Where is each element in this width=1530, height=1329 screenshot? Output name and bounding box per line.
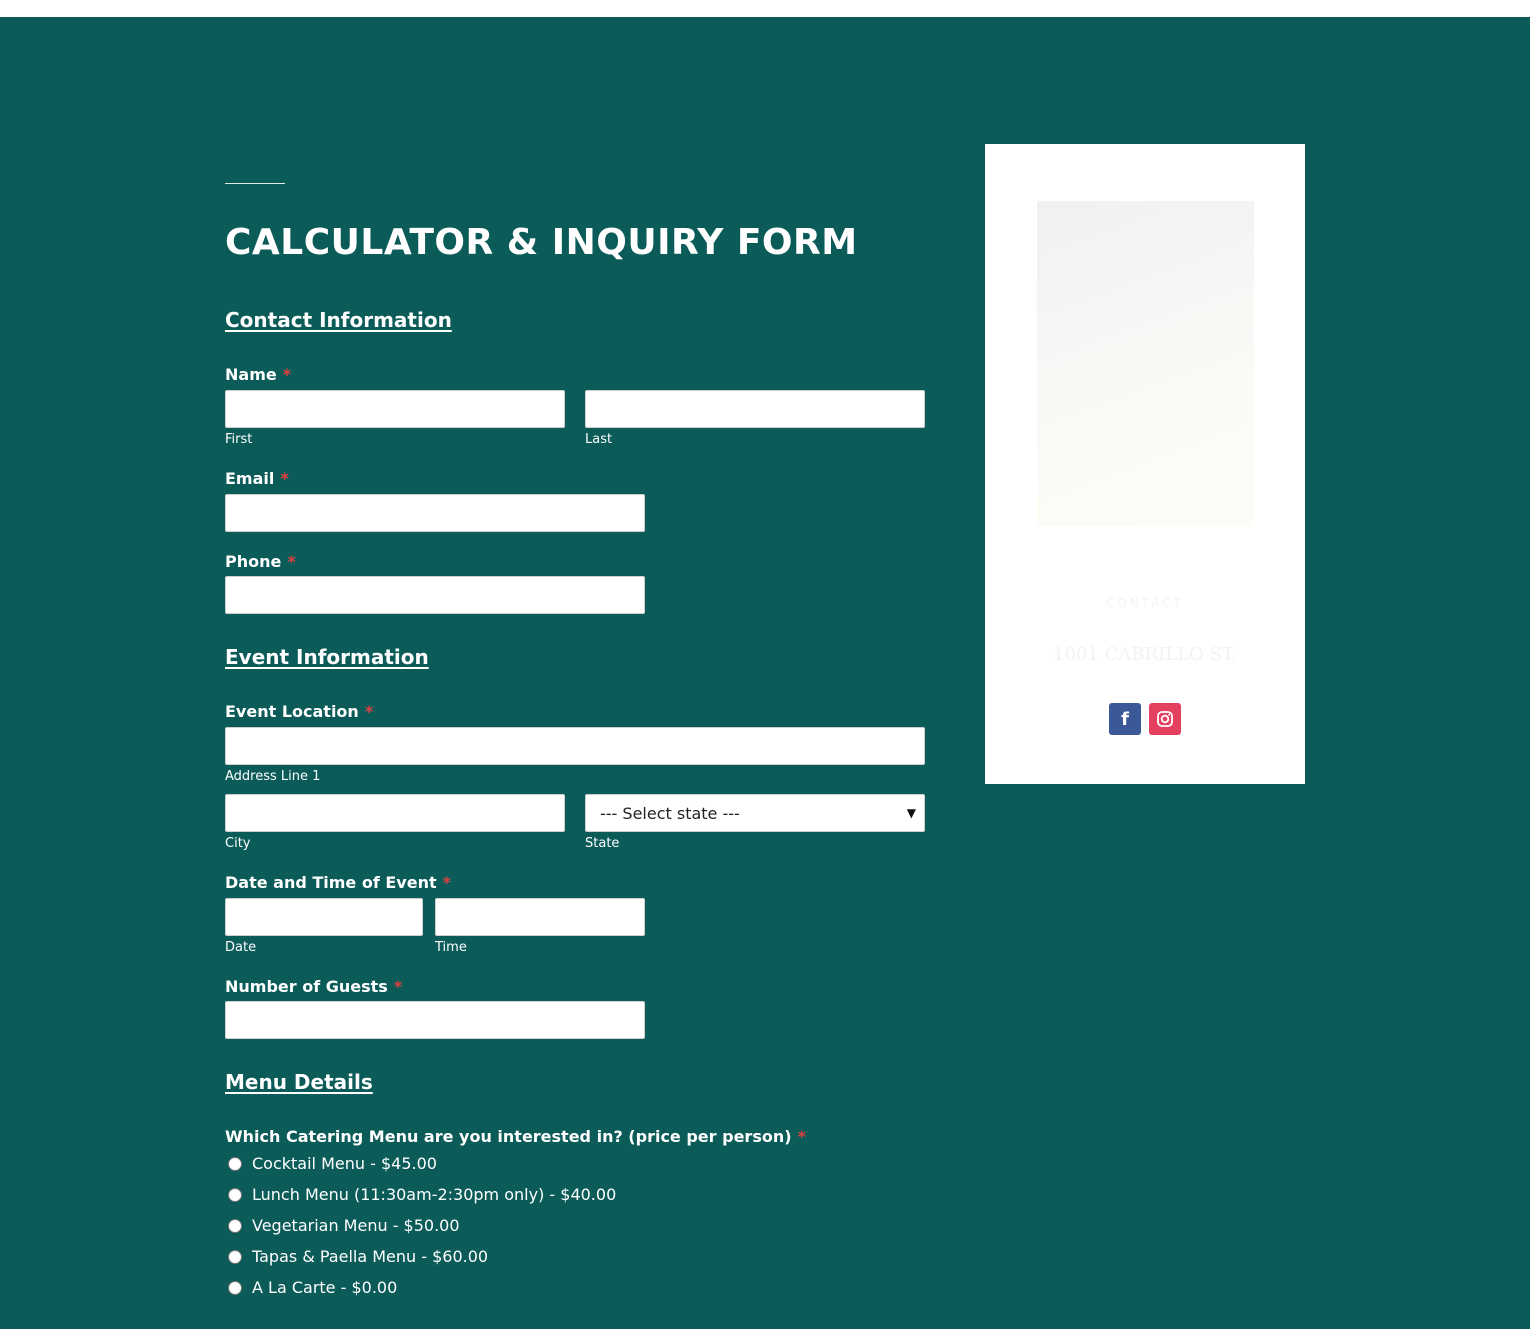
required-mark: * [280,469,289,488]
city-input[interactable] [225,794,565,832]
time-sublabel: Time [435,940,467,955]
required-mark: * [442,873,451,892]
name-label [225,365,291,384]
contact-section-heading: Contact Information [225,308,452,332]
instagram-glyph [1156,710,1174,728]
event-location-label [225,702,373,721]
menu-option-label: Tapas & Paella Menu - $60.00 [252,1247,489,1266]
event-section-heading: Event Information [225,645,429,669]
menu-section-heading: Menu Details [225,1070,373,1094]
menu-option-label: A La Carte - $0.00 [252,1278,398,1297]
email-label-text: Email [225,469,275,488]
menu-option-tapas[interactable] [225,1247,488,1266]
date-time-label-text: Date and Time of Event [225,873,437,892]
required-mark: * [797,1127,806,1146]
menu-question-text: Which Catering Menu are you interested in? (price per person) [225,1127,792,1146]
instagram-icon[interactable] [1149,703,1181,735]
address-sublabel: Address Line 1 [225,769,321,784]
last-sublabel: Last [585,432,613,447]
guests-label [225,977,402,996]
facebook-icon[interactable] [1109,703,1141,735]
name-label-text: Name [225,365,277,384]
first-sublabel: First [225,432,253,447]
menu-option-label: Lunch Menu (11:30am-2:30pm only) - $40.00 [252,1185,617,1204]
event-location-label-text: Event Location [225,702,359,721]
menu-option-label: Vegetarian Menu - $50.00 [252,1216,460,1235]
city-sublabel: City [225,836,251,851]
phone-label-text: Phone [225,552,282,571]
menu-option-a-la-carte[interactable] [225,1278,397,1297]
phone-label [225,552,296,571]
radio-button[interactable] [228,1219,242,1233]
required-mark: * [282,365,292,384]
state-select[interactable] [585,794,925,832]
time-input[interactable] [435,898,645,936]
menu-option-lunch[interactable] [225,1185,616,1204]
menu-option-cocktail[interactable] [225,1154,437,1173]
date-sublabel: Date [225,940,257,955]
radio-button[interactable] [228,1281,242,1295]
required-mark: * [364,702,374,721]
kicker-divider [225,183,285,184]
required-mark: * [287,552,296,571]
radio-button[interactable] [228,1188,242,1202]
page-title: CALCULATOR & INQUIRY FORM [225,222,858,263]
radio-button[interactable] [228,1250,242,1264]
email-field[interactable] [225,494,645,532]
facebook-glyph: f [1121,708,1129,730]
radio-button[interactable] [228,1157,242,1171]
phone-field[interactable] [225,576,645,614]
guests-label-text: Number of Guests [225,977,388,996]
menu-option-vegetarian[interactable] [225,1216,460,1235]
card-address: 1001 CABRILLO ST. [1053,644,1237,665]
main-section [0,17,1530,1329]
card-contact-label: CONTACT [1106,596,1184,610]
menu-option-label: Cocktail Menu - $45.00 [252,1154,437,1173]
card-photo [1037,201,1254,526]
menu-question-label [225,1127,806,1146]
required-mark: * [393,977,403,996]
state-select-value: --- Select state --- [600,803,740,823]
email-label [225,469,289,488]
guests-input[interactable] [225,1001,645,1039]
contact-card [985,144,1305,784]
date-time-label [225,873,451,892]
first-name-input[interactable] [225,390,565,428]
state-sublabel: State [585,836,620,851]
chevron-down-icon: ▼ [906,806,916,820]
address-line1-input[interactable] [225,727,925,765]
last-name-input[interactable] [585,390,925,428]
date-input[interactable] [225,898,423,936]
